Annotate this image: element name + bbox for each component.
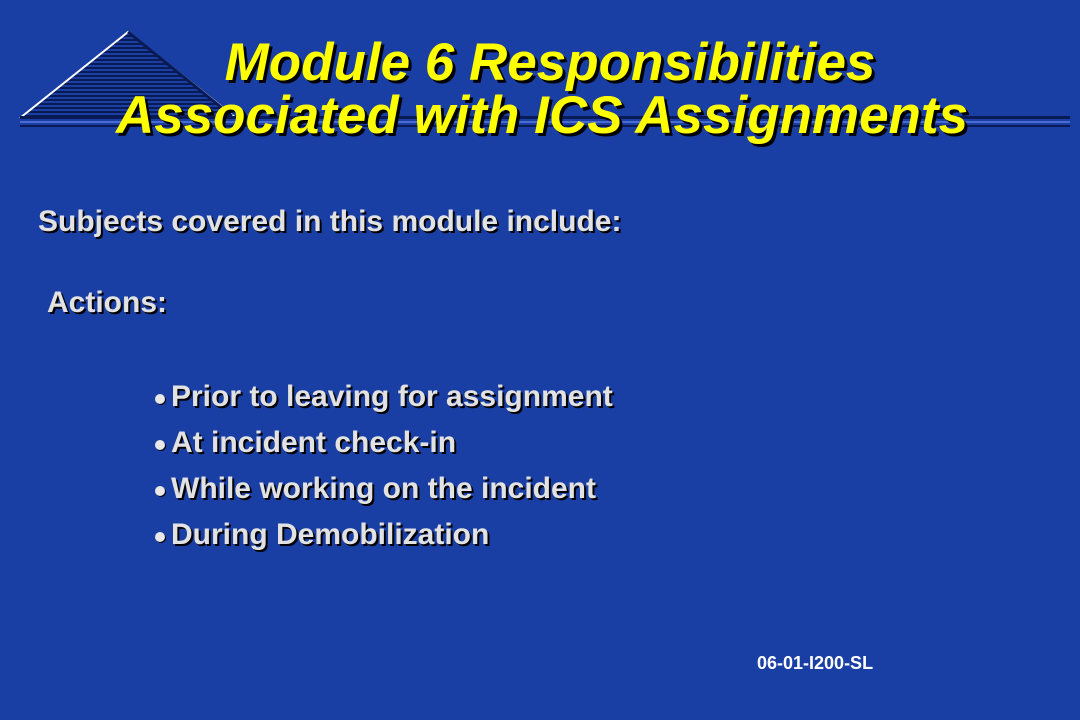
subjects-heading: Subjects covered in this module include: [38,205,622,238]
bullet-text: During Demobilization [171,518,490,551]
slide-code: 06-01-I200-SL [757,653,874,673]
bullet-list [155,374,613,558]
slide-title [0,33,1080,145]
title-line-2: Associated with ICS Assignments [115,86,969,145]
round-bullet-icon [155,532,165,542]
bullet-text: Prior to leaving for assignment [171,380,613,413]
list-item [155,374,613,420]
list-item [155,420,613,466]
bullet-text: While working on the incident [171,472,596,505]
round-bullet-icon [155,394,165,404]
round-bullet-icon [155,486,165,496]
actions-heading: Actions: [47,286,167,319]
list-item [155,466,613,512]
title-line-1: Module 6 Responsibilities [224,33,876,92]
list-item [155,512,613,558]
bullet-text: At incident check-in [171,426,457,459]
round-bullet-icon [155,440,165,450]
